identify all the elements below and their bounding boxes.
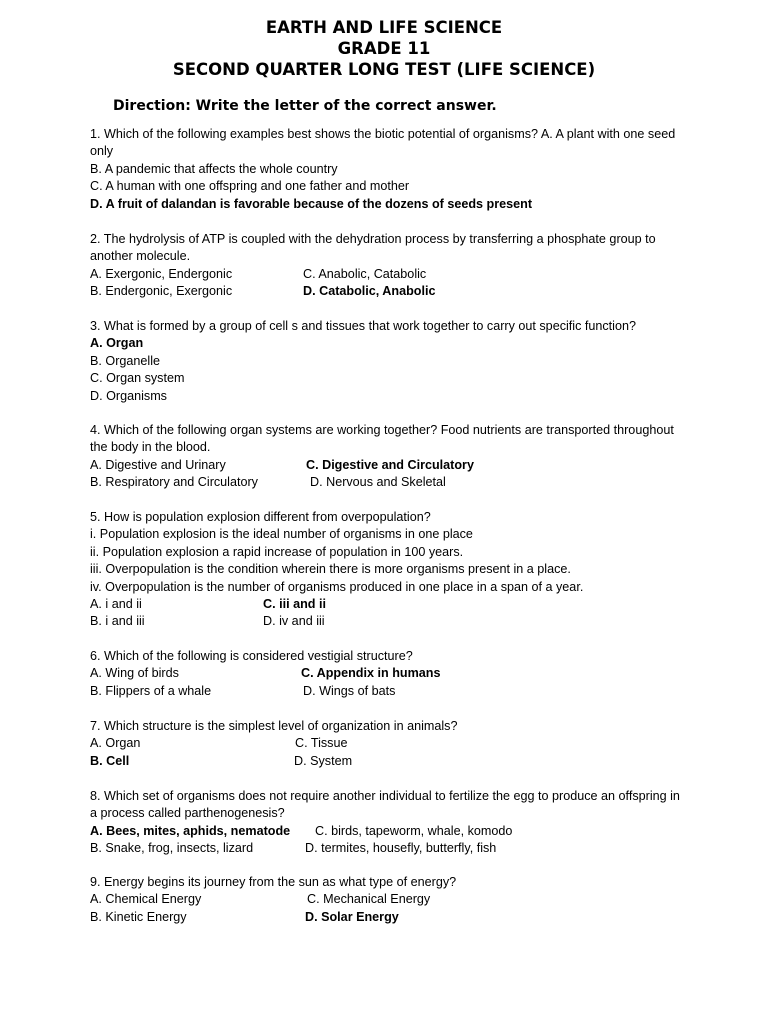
question-8-choice-d: D. termites, housefly, butterfly, fish [305, 841, 497, 856]
question-2-choice-row [90, 266, 690, 283]
question-3-choice-c: C. Organ system [90, 371, 185, 386]
question-7-choice-row [90, 753, 690, 770]
question-2-choice-row [90, 283, 690, 300]
question-6-choice-c: C. Appendix in humans [301, 666, 441, 681]
question-5 [90, 509, 690, 631]
question-1-choice-b: B. A pandemic that affects the whole country [90, 161, 338, 176]
question-3 [90, 318, 690, 405]
question-4-choice-row [90, 457, 690, 474]
question-9-choice-row [90, 891, 690, 908]
question-7-choice-d: D. System [294, 753, 353, 768]
header-grade: GRADE 11 [337, 39, 431, 58]
question-9-stem: 9. Energy begins its journey from the sun as what type of energy? [90, 875, 457, 889]
question-4-stem: 4. Which of the following organ systems are working together? Food nutrients are transported throughout the body in the blood. [90, 423, 674, 455]
question-6-choice-row [90, 683, 690, 700]
question-2-choice-d: D. Catabolic, Anabolic [303, 284, 436, 299]
question-5-statement-iii: iii. Overpopulation is the condition wherein there is more organisms present in a place. [90, 562, 571, 577]
question-7-stem: 7. Which structure is the simplest level of organization in animals? [90, 719, 458, 733]
question-8-choice-row [90, 840, 690, 857]
question-8 [90, 788, 690, 858]
question-3-choice-a: A. Organ [90, 336, 144, 351]
question-7-choice-a: A. Organ [90, 736, 141, 751]
question-2-choice-a: A. Exergonic, Endergonic [90, 266, 233, 281]
question-6-choice-row [90, 665, 690, 682]
question-7-choice-c: C. Tissue [295, 736, 348, 751]
question-5-statement-i: i. Population explosion is the ideal number of organisms in one place [90, 527, 473, 542]
question-1-choice-d: D. A fruit of dalandan is favorable because of the dozens of seeds present [90, 196, 533, 211]
question-3-stem: 3. What is formed by a group of cell s and tissues that work together to carry out specific function? [90, 319, 636, 333]
question-7-choice-b: B. Cell [90, 753, 130, 768]
question-3-choice-b: B. Organelle [90, 353, 161, 368]
question-9-choice-a: A. Chemical Energy [90, 892, 202, 907]
question-5-statement-ii: ii. Population explosion a rapid increase of population in 100 years. [90, 544, 464, 559]
question-6-stem: 6. Which of the following is considered vestigial structure? [90, 649, 413, 663]
question-5-choice-d: D. iv and iii [263, 614, 325, 629]
question-8-stem: 8. Which set of organisms does not require another individual to fertilize the egg to produce an offspring in a process called parthenogenesis? [90, 789, 680, 821]
question-5-choice-a: A. i and ii [90, 597, 142, 612]
question-8-choice-b: B. Snake, frog, insects, lizard [90, 841, 254, 856]
question-4-choice-a: A. Digestive and Urinary [90, 457, 226, 472]
question-5-choice-c: C. iii and ii [263, 597, 326, 612]
question-5-statement-iv: iv. Overpopulation is the number of organisms produced in one place in a span of a year. [90, 579, 584, 594]
question-4-choice-d: D. Nervous and Skeletal [310, 475, 446, 490]
question-6-choice-d: D. Wings of bats [303, 683, 396, 698]
header-test-title: SECOND QUARTER LONG TEST (LIFE SCIENCE) [172, 60, 596, 79]
question-8-choice-a: A. Bees, mites, aphids, nematode [90, 823, 291, 838]
question-5-choice-row [90, 613, 690, 630]
header-subject: EARTH AND LIFE SCIENCE [265, 18, 503, 37]
question-5-choice-row [90, 596, 690, 613]
question-3-choice-d: D. Organisms [90, 388, 167, 403]
question-1 [90, 126, 690, 213]
question-6-choice-a: A. Wing of birds [90, 666, 179, 681]
question-5-stem: 5. How is population explosion different from overpopulation? [90, 510, 431, 524]
question-2-choice-c: C. Anabolic, Catabolic [303, 266, 427, 281]
question-4-choice-c: C. Digestive and Circulatory [306, 457, 474, 472]
question-9-choice-b: B. Kinetic Energy [90, 909, 187, 924]
question-8-choice-c: C. birds, tapeworm, whale, komodo [315, 823, 513, 838]
question-4-choice-row [90, 474, 690, 491]
question-7 [90, 718, 690, 770]
question-9-choice-d: D. Solar Energy [305, 909, 399, 924]
question-1-choice-c: C. A human with one offspring and one father and mother [90, 179, 410, 194]
question-8-choice-row [90, 823, 690, 840]
question-9 [90, 874, 690, 926]
question-7-choice-row [90, 735, 690, 752]
question-4-choice-b: B. Respiratory and Circulatory [90, 475, 258, 490]
question-4 [90, 422, 690, 492]
question-2 [90, 231, 690, 301]
question-6 [90, 648, 690, 700]
question-1-stem: 1. Which of the following examples best shows the biotic potential of organisms? A. A plant with one seed only [90, 127, 676, 159]
question-9-choice-c: C. Mechanical Energy [307, 892, 431, 907]
document-header [0, 17, 768, 80]
question-5-choice-b: B. i and iii [90, 614, 145, 629]
question-2-choice-b: B. Endergonic, Exergonic [90, 284, 233, 299]
question-2-stem: 2. The hydrolysis of ATP is coupled with the dehydration process by transferring a phosphate group to another molecule. [90, 232, 656, 264]
question-9-choice-row [90, 909, 690, 926]
direction-text: Direction: Write the letter of the correct answer. [113, 98, 497, 114]
question-6-choice-b: B. Flippers of a whale [90, 683, 212, 698]
